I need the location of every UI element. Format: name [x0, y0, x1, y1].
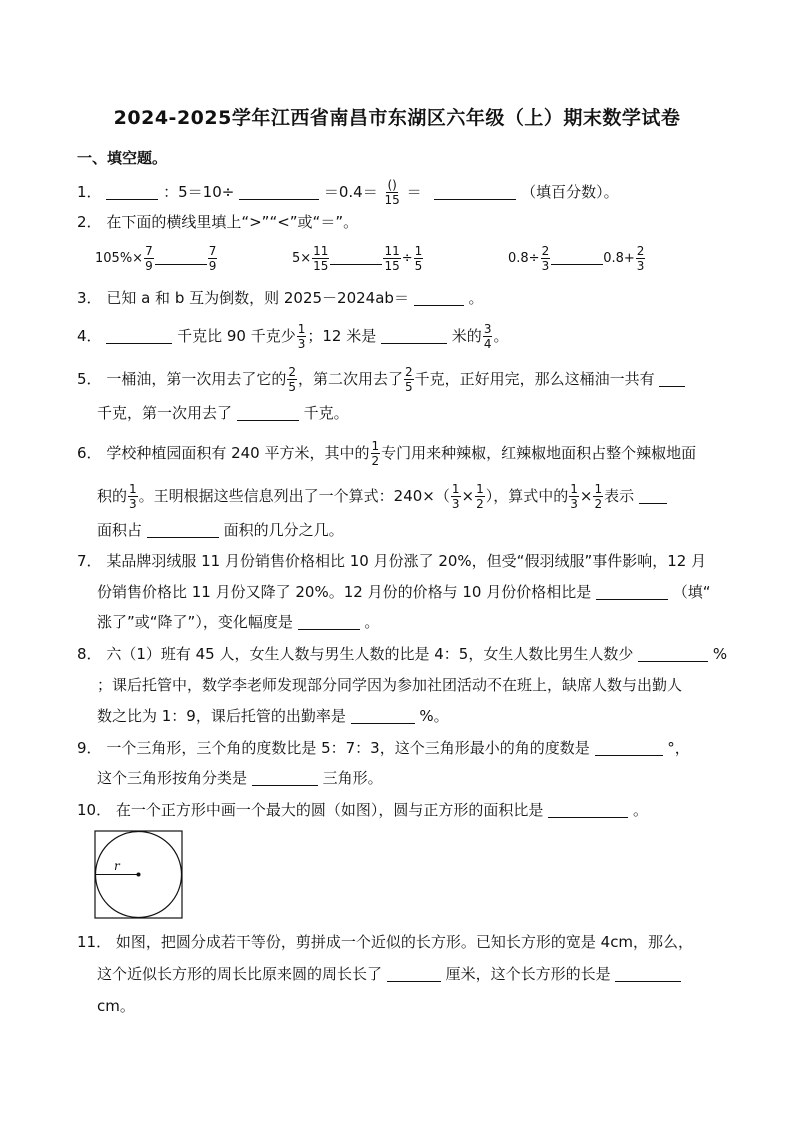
question-text: （填“	[672, 583, 711, 601]
question-text: ：5＝10÷	[163, 183, 235, 201]
question-number: 7．	[77, 552, 102, 570]
question-text: 这个三角形按角分类是	[97, 769, 248, 787]
answer-blank[interactable]	[351, 708, 415, 724]
question-text: 。	[493, 327, 509, 345]
denominator: 2	[371, 454, 380, 468]
question-text: %。	[419, 707, 449, 725]
denominator: 5	[414, 259, 423, 273]
question-8	[77, 644, 727, 664]
numerator: 1	[129, 482, 137, 496]
fraction	[483, 323, 493, 350]
circle-in-square-figure	[94, 830, 184, 920]
exam-title: 2024-2025学年江西省南昌市东湖区六年级（上）期末数学试卷	[113, 107, 681, 129]
question-8-line-3	[97, 706, 449, 726]
question-text: 表示	[604, 487, 635, 505]
question-text: 。	[468, 289, 484, 307]
denominator: 3	[451, 497, 460, 511]
denominator: 4	[483, 337, 492, 351]
radius-label: r	[114, 859, 120, 873]
question-8-line-2	[97, 675, 682, 695]
answer-blank[interactable]	[659, 371, 685, 387]
question-3	[77, 288, 484, 308]
operator: ×	[579, 487, 593, 505]
numerator: ()	[387, 178, 397, 192]
numerator: 2	[636, 244, 645, 258]
fraction	[451, 483, 461, 510]
denominator: 5	[288, 380, 296, 394]
answer-blank[interactable]	[596, 584, 668, 600]
numerator: 1	[594, 482, 603, 496]
question-6	[77, 440, 696, 467]
question-7-line-3	[97, 612, 379, 632]
question-text: 千克比 90 千克少	[177, 327, 296, 345]
answer-blank[interactable]	[639, 488, 667, 504]
fraction	[569, 483, 579, 510]
question-text: 。	[364, 613, 380, 631]
denominator: 5	[405, 380, 413, 394]
question-text: 已知 a 和 b 互为倒数，则 2025－2024ab＝	[106, 289, 409, 307]
fraction	[371, 440, 381, 467]
question-text: 在一个正方形中画一个最大的圆（如图），圆与正方形的面积比是	[115, 801, 544, 819]
question-text: 三角形。	[322, 769, 383, 787]
answer-blank[interactable]	[595, 740, 663, 756]
question-text: 专门用来种辣椒，红辣椒地面积占整个辣椒地面	[381, 444, 697, 462]
question-number: 6．	[77, 444, 102, 462]
denominator: 3	[636, 259, 645, 273]
fraction	[312, 245, 329, 272]
denominator: 9	[145, 259, 153, 273]
comparison-1	[95, 245, 218, 272]
fraction	[128, 483, 138, 510]
denominator: 15	[384, 193, 400, 207]
fraction	[541, 245, 551, 272]
question-number: 8．	[77, 645, 102, 663]
question-number: 11．	[77, 933, 112, 951]
question-number: 5．	[77, 370, 102, 388]
question-text: （填百分数）。	[521, 183, 619, 201]
numerator: 11	[384, 244, 400, 258]
question-1	[77, 179, 619, 206]
fraction	[144, 245, 154, 272]
question-text: ＝0.4＝	[323, 183, 378, 201]
question-10	[77, 800, 648, 820]
numerator: 11	[313, 244, 329, 258]
fraction	[383, 245, 400, 272]
question-text: 在下面的横线里填上“>”“<”或“＝”。	[106, 213, 359, 231]
question-7	[77, 551, 706, 571]
question-text: 厘米，这个长方形的长是	[445, 965, 611, 983]
numerator: 2	[288, 365, 296, 379]
question-text: ；12 米是	[307, 327, 377, 345]
question-text: ＝	[406, 183, 422, 201]
expression-text: 0.8+	[603, 251, 635, 266]
answer-blank[interactable]	[298, 614, 360, 630]
denominator: 3	[541, 259, 550, 273]
question-text: ，第二次用去了	[297, 370, 403, 388]
question-text: 面积占	[97, 521, 143, 539]
question-text: 这个近似长方形的周长比原来圆的周长长了	[97, 965, 383, 983]
question-9-line-2	[97, 768, 383, 788]
question-text: %	[712, 645, 728, 663]
denominator: 2	[476, 497, 484, 511]
fraction	[593, 483, 603, 510]
fraction	[636, 245, 646, 272]
denominator: 9	[208, 259, 217, 273]
question-6-line-2	[97, 483, 667, 510]
numerator: 2	[405, 365, 413, 379]
numerator: 7	[145, 244, 153, 258]
question-number: 1．	[77, 183, 102, 201]
question-5	[77, 366, 685, 393]
question-text: 米的	[451, 327, 482, 345]
question-text: 一桶油，第一次用去了它的	[106, 370, 287, 388]
numerator: 1	[371, 439, 380, 453]
question-text: 六（1）班有 45 人，女生人数与男生人数的比是 4：5，女生人数比男生人数少	[106, 645, 634, 663]
comparison-3	[508, 245, 646, 272]
question-text: 某品牌羽绒服 11 月份销售价格相比 10 月份涨了 20%，但受“假羽绒服”事件影响，12 月	[106, 552, 707, 570]
question-number: 2．	[77, 213, 102, 231]
numerator: 1	[570, 482, 578, 496]
question-text: °，	[667, 739, 690, 757]
answer-blank[interactable]	[548, 802, 628, 818]
answer-blank[interactable]	[106, 328, 172, 344]
fraction	[475, 483, 485, 510]
question-text: 千克。	[303, 404, 349, 422]
expression-text: 5×	[292, 251, 312, 266]
question-text: 学校种植园面积有 240 平方米，其中的	[106, 444, 370, 462]
question-text: 如图，把圆分成若干等份，剪拼成一个近似的长方形。已知长方形的宽是 4cm，那么，	[115, 933, 694, 951]
denominator: 15	[384, 259, 400, 273]
fraction	[384, 179, 401, 206]
section-fill-in-blank: 一、填空题。	[77, 149, 168, 167]
question-text: 千克，正好用完，那么这桶油一共有	[414, 370, 655, 388]
answer-blank[interactable]	[237, 405, 299, 421]
numerator: 3	[483, 322, 492, 336]
numerator: 1	[476, 482, 484, 496]
question-text: 面积的几分之几。	[223, 521, 344, 539]
answer-blank[interactable]	[147, 522, 219, 538]
denominator: 3	[297, 337, 306, 351]
question-text: 数之比为 1：9，课后托管的出勤率是	[97, 707, 346, 725]
fraction	[404, 366, 414, 393]
question-7-line-2	[97, 582, 711, 602]
question-text: 千克，第一次用去了	[97, 404, 233, 422]
answer-blank[interactable]	[414, 290, 464, 306]
question-11	[77, 932, 693, 952]
numerator: 1	[297, 322, 306, 336]
answer-blank[interactable]	[252, 770, 318, 786]
numerator: 1	[451, 482, 460, 496]
question-text: 涨了”或“降了”），变化幅度是	[97, 613, 293, 631]
question-number: 9．	[77, 739, 102, 757]
denominator: 3	[129, 497, 137, 511]
center-point	[137, 873, 141, 877]
question-text: ；课后托管中，数学李老师发现部分同学因为参加社团活动不在班上，缺席人数与出勤人	[97, 676, 683, 694]
answer-blank[interactable]	[615, 966, 681, 982]
operator: ×	[461, 487, 475, 505]
answer-blank[interactable]	[638, 646, 708, 662]
answer-blank[interactable]	[155, 249, 207, 265]
denominator: 3	[570, 497, 578, 511]
answer-blank[interactable]	[239, 184, 319, 200]
answer-blank[interactable]	[387, 966, 441, 982]
question-text: 一个三角形，三个角的度数比是 5：7：3，这个三角形最小的角的度数是	[106, 739, 590, 757]
question-text: ），算式中的	[485, 487, 569, 505]
question-5-line-2	[97, 403, 349, 423]
numerator: 1	[414, 244, 423, 258]
expression-text: 0.8÷	[508, 251, 540, 266]
comparison-2	[292, 245, 424, 272]
question-number: 10．	[77, 801, 112, 819]
question-text: 积的	[97, 487, 128, 505]
expression-text: 105%×	[95, 251, 144, 266]
answer-blank[interactable]	[106, 184, 158, 200]
numerator: 2	[541, 244, 550, 258]
question-11-line-3	[97, 996, 135, 1016]
question-text: 。	[632, 801, 648, 819]
question-text: 。王明根据这些信息列出了一个算式：240×（	[138, 487, 450, 505]
question-number: 3．	[77, 289, 102, 307]
denominator: 2	[594, 497, 603, 511]
fraction	[287, 366, 297, 393]
fraction	[297, 323, 307, 350]
numerator: 7	[208, 244, 217, 258]
question-number: 4．	[77, 327, 102, 345]
fraction	[414, 245, 424, 272]
fraction	[208, 245, 218, 272]
answer-blank[interactable]	[330, 249, 382, 265]
question-2	[77, 212, 358, 232]
answer-blank[interactable]	[381, 328, 447, 344]
question-4	[77, 323, 508, 350]
answer-blank[interactable]	[434, 184, 516, 200]
denominator: 15	[313, 259, 329, 273]
question-text: cm。	[97, 997, 135, 1015]
operator: ÷	[401, 251, 413, 266]
question-6-line-3	[97, 520, 344, 540]
answer-blank[interactable]	[551, 249, 603, 265]
question-9	[77, 738, 690, 758]
question-text: 份销售价格比 11 月份又降了 20%。12 月份的价格与 10 月份价格相比是	[97, 583, 592, 601]
question-11-line-2	[97, 964, 681, 984]
